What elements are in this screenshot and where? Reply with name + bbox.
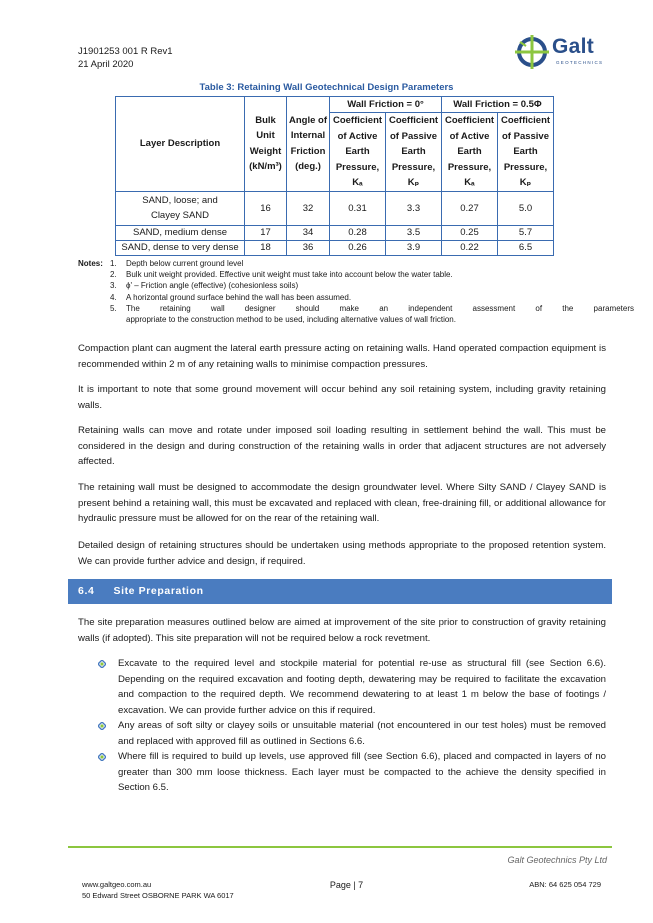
bullet-excavate: Excavate to the required level and stockpile material for potential re-use as structural fill (see Section 6.6). Depending on the required excavation and footing depth, dewatering may be required to facilitate the excavation and compaction to the required depth. We recommend dewatering to at least 1 m below the base of footings / excavation. We can provide further advice on this if required. bbox=[118, 658, 606, 716]
section-title: Site Preparation bbox=[113, 585, 204, 597]
header-wall-friction-half: Wall Friction = 0.5Φ bbox=[442, 97, 554, 113]
row-friction-angle: 36 bbox=[287, 240, 330, 255]
note-text: The retaining wall designer should make an independent assessment of the parameters bbox=[126, 303, 634, 313]
logo-wordmark: Galt bbox=[552, 35, 595, 58]
note-number: 3. bbox=[110, 281, 117, 291]
note-number: 5. bbox=[110, 303, 117, 313]
row-ka-half: 0.22 bbox=[442, 240, 498, 255]
note-number: 4. bbox=[110, 292, 117, 302]
table-notes bbox=[78, 258, 638, 330]
header-layer-description: Layer Description bbox=[116, 97, 245, 192]
design-parameters-table bbox=[115, 96, 554, 256]
header-kp-half: Coefficient of Passive Earth Pressure, Kₚ bbox=[498, 113, 554, 192]
row-kp-half: 5.7 bbox=[498, 225, 554, 240]
notes-label: Notes: bbox=[78, 259, 103, 268]
note-text: A horizontal ground surface behind the wall has been assumed. bbox=[126, 292, 352, 302]
bullet-fill: Where fill is required to build up levels, use approved fill (see Section 6.6), placed and compacted in layers of no greater than 300 mm loose thickness. Each layer must be compacted to the achieve the density specified in Section 6.5. bbox=[118, 751, 606, 793]
row-ka-zero: 0.31 bbox=[330, 191, 386, 225]
footer-divider bbox=[68, 846, 612, 848]
diamond-bullet-icon bbox=[98, 722, 106, 730]
row-ka-half: 0.25 bbox=[442, 225, 498, 240]
row-ka-zero: 0.28 bbox=[330, 225, 386, 240]
row-layer-description: SAND, dense to very dense bbox=[116, 240, 245, 255]
header-friction-angle: Angle of Internal Friction (deg.) bbox=[287, 97, 330, 192]
paragraph-detailed-design: Detailed design of retaining structures should be undertaken using methods appropriate to the proposed retention system. We can provide further advice and design, if required. bbox=[78, 540, 606, 567]
note-text: Bulk unit weight provided. Effective unit weight must take into account below the water table. bbox=[126, 270, 453, 280]
footer-address: 50 Edward Street OSBORNE PARK WA 6017 bbox=[82, 891, 234, 900]
row-layer-description: SAND, loose; and Clayey SAND bbox=[116, 191, 245, 225]
company-logo bbox=[512, 32, 612, 72]
footer-company: Galt Geotechnics Pty Ltd bbox=[507, 855, 607, 865]
paragraph-wall-rotation: Retaining walls can move and rotate under imposed soil loading resulting in settlement behind the wall. This must be considered in the design and during construction of the retaining walls in order that adjacent structures are not adversely affected. bbox=[78, 425, 606, 467]
row-ka-zero: 0.26 bbox=[330, 240, 386, 255]
paragraph-groundwater: The retaining wall must be designed to accommodate the design groundwater level. Where Silty SAND / Clayey SAND is present behind a retaining wall, this must be excavated and replaced with clean, free-draining fill, or additional allowance for hydraulic pressure must be allowed for on the rear of the retaining wall. bbox=[78, 482, 606, 524]
note-text: ϕ' – Friction angle (effective) (cohesionless soils) bbox=[126, 281, 299, 291]
document-date: 21 April 2020 bbox=[78, 59, 134, 70]
diamond-bullet-icon bbox=[98, 660, 106, 668]
table-title: Table 3: Retaining Wall Geotechnical Design Parameters bbox=[199, 82, 454, 93]
row-friction-angle: 32 bbox=[287, 191, 330, 225]
row-kp-half: 6.5 bbox=[498, 240, 554, 255]
row-kp-zero: 3.9 bbox=[386, 240, 442, 255]
diamond-bullet-icon bbox=[98, 753, 106, 761]
page-number: Page | 7 bbox=[329, 880, 364, 890]
row-bulk-weight: 18 bbox=[245, 240, 287, 255]
footer-website[interactable]: www.galtgeo.com.au bbox=[82, 880, 152, 889]
row-kp-zero: 3.3 bbox=[386, 191, 442, 225]
paragraph-compaction: Compaction plant can augment the lateral earth pressure acting on retaining walls. Hand operated compaction equipment is recommended within 2 m of any retaining walls to minimise compaction pressures. bbox=[78, 343, 606, 370]
note-number: 2. bbox=[110, 270, 117, 280]
document-header bbox=[78, 45, 173, 71]
note-text: appropriate to the construction method to be used, including alternative values of wall friction. bbox=[126, 315, 456, 324]
table-row bbox=[116, 240, 554, 255]
table-row bbox=[116, 225, 554, 240]
row-kp-half: 5.0 bbox=[498, 191, 554, 225]
section-heading bbox=[78, 585, 204, 597]
footer-abn: ABN: 64 625 054 729 bbox=[529, 880, 601, 889]
row-layer-description: SAND, medium dense bbox=[116, 225, 245, 240]
document-reference: J1901253 001 R Rev1 bbox=[78, 46, 173, 57]
galt-logo-icon bbox=[512, 32, 552, 72]
header-ka-zero: Coefficient of Active Earth Pressure, Kₐ bbox=[330, 113, 386, 192]
row-ka-half: 0.27 bbox=[442, 191, 498, 225]
row-bulk-weight: 16 bbox=[245, 191, 287, 225]
section-number: 6.4 bbox=[78, 585, 95, 597]
header-wall-friction-zero: Wall Friction = 0° bbox=[330, 97, 442, 113]
header-ka-half: Coefficient of Active Earth Pressure, Kₐ bbox=[442, 113, 498, 192]
section-intro: The site preparation measures outlined below are aimed at improvement of the site prior to construction of gravity retaining walls (if adopted). This site preparation will not be required below a rock revetment. bbox=[78, 617, 606, 644]
note-number: 1. bbox=[110, 259, 117, 268]
header-bulk-unit-weight: Bulk Unit Weight (kN/m³) bbox=[245, 97, 287, 192]
row-friction-angle: 34 bbox=[287, 225, 330, 240]
note-text: Depth below current ground level bbox=[126, 259, 244, 268]
table-row bbox=[116, 191, 554, 225]
header-kp-zero: Coefficient of Passive Earth Pressure, Kₚ bbox=[386, 113, 442, 192]
bullet-soft-soils: Any areas of soft silty or clayey soils or unsuitable material (not encountered in our test holes) must be removed and replaced with approved fill as outlined in Sections 6.6. bbox=[118, 720, 606, 747]
row-bulk-weight: 17 bbox=[245, 225, 287, 240]
row-kp-zero: 3.5 bbox=[386, 225, 442, 240]
paragraph-ground-movement: It is important to note that some ground movement will occur behind any soil retaining system, including gravity retaining walls. bbox=[78, 384, 606, 411]
logo-subtext: GEOTECHNICS bbox=[556, 60, 604, 65]
